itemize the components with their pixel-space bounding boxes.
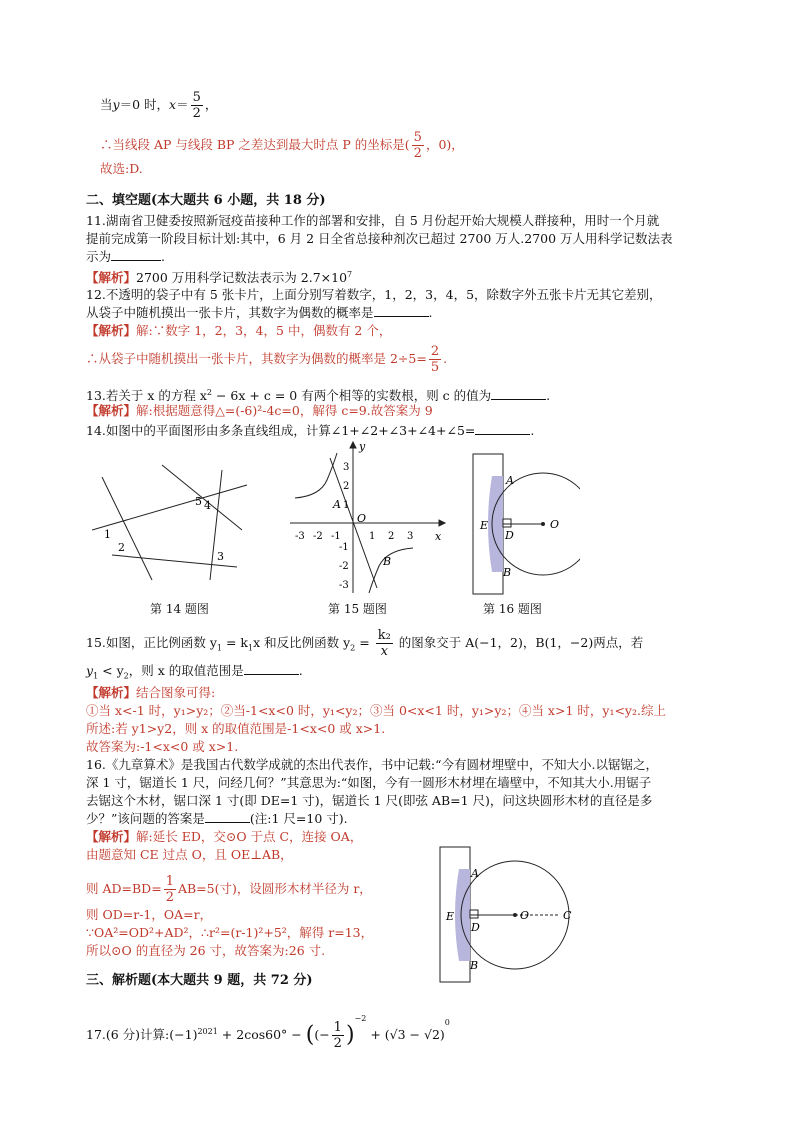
q16-answer5: ∵OA²=OD²+AD²，∴r²=(r-1)²+5²，解得 r=13， [86,925,374,940]
fig16b-point-o: O [520,909,530,922]
fig15-x-label: x [435,530,442,543]
fig15-point-a: A [333,498,341,511]
q15-answer3: 故答案为:-1<x<0 或 x>1. [86,739,239,754]
fig15-ytick: 3 [343,462,350,473]
fig15-ytick: -3 [339,580,349,591]
q14-line1: 14.如图中的平面图形由多条直线组成，计算∠1+∠2+∠3+∠4+∠5= . [86,423,535,438]
fig16-point-e: E [480,519,489,532]
fig15-graph [285,438,455,598]
q15-answer-intro: 【解析】结合图象可得: [86,685,216,700]
fig14-label-1: 1 [104,528,111,541]
fig16b-point-c: C [563,909,572,922]
q15-answer1: ①当 x<-1 时，y₁>y₂；②当-1<x<0 时，y₁<y₂；③当 0<x<1 时，y₁>y₂；④当 x>1 时，y₁<y₂.综上 [86,703,666,718]
section2-title: 二、填空题(本大题共 6 小题，共 18 分) [86,193,326,208]
q16-answer3: 则 AD=BD= $\frac{1}{2}$ AB=5(寸)，设圆形木材半径为 r， [86,874,372,905]
fig15-xtick: -1 [331,531,341,542]
q11-line3: 示为 . [86,249,165,264]
q13-answer: 【解析】解:根据题意得△=(-6)²-4c=0，解得 c=9.故答案为 9 [86,403,433,418]
q11-line1: 11.湖南省卫健委按照新冠疫苗接种工作的部署和安排，自 5 月份起开始大规模人群接种，用时一个月就 [86,213,660,228]
fig16-point-a: A [506,474,514,487]
fig16-point-d: D [505,529,514,542]
fig14-label-3: 3 [217,550,224,563]
fig14-label-5: 5 [195,495,202,508]
q16-line3: 去锯这个木材，锯口深 1 寸(即 DE=1 寸)，锯道长 1 尺(即弦 AB=1 尺)，问这块圆形木材的直径是多 [86,793,653,808]
q16-line2: 深 1 寸，锯道长 1 尺，问经几何？”其意思为:“如图，今有一圆形木材埋在墙壁中，不知其大小.用锯子 [86,775,652,790]
q15-answer2: 所述:若 y1>y2，则 x 的取值范围是-1<x<0 或 x>1. [86,721,386,736]
fig15-xtick: -2 [313,531,323,542]
fig15-caption: 第 15 题图 [328,602,387,616]
fig16b-point-b: B [470,959,479,972]
line-choose: 故选:D. [100,161,143,176]
fig14-label-2: 2 [118,541,125,554]
q12-line1: 12.不透明的袋子中有 5 张卡片，上面分别写着数字，1，2，3，4，5，除数字外五张卡片无其它差别， [86,287,662,302]
fig15-origin: O [357,512,367,525]
q13-line1: 13.若关于 x 的方程 $x^2 - 6x + c = 0$ 有两个相等的实数根，则 c 的值为 . [86,388,551,404]
fig14-lines [92,455,252,595]
fig15-point-b: B [383,555,392,568]
q16-answer4: 则 OD=r-1，OA=r， [86,907,213,922]
q16-answer6: 所以⊙O 的直径为 26 寸，故答案为:26 寸. [86,943,326,958]
q16-line1: 16.《九章算术》是我国古代数学成就的杰出代表作，书中记载:“今有圆材埋壁中，不知大小.以锯锯之， [86,757,658,772]
fig16-point-o: O [550,518,560,531]
q11-answer: 【解析】2700 万用科学记数法表示为 $2.7\times 10^7$ [86,270,353,286]
line-when-y0: 当y＝0 时，x＝ $\frac{5}{2}$ ， [100,90,218,121]
q11-line2: 提前完成第一阶段目标计划:其中，6 月 2 日全省总接种剂次已超过 2700 万人.2700 万人用科学记数法表 [86,231,673,246]
fig14-label-4: 4 [204,499,211,512]
q12-answer2: ∴从袋子中随机摸出一张卡片，其数字为偶数的概率是 2÷5= $\frac{2}{5}$ . [86,344,448,375]
fig16b-diagram [435,845,585,985]
fig15-ytick: 2 [343,481,350,492]
fig16-diagram [470,452,580,597]
fig15-ytick: -2 [339,561,349,572]
q16-answer1: 【解析】解:延长 ED，交⊙O 于点 C，连接 OA， [86,829,363,844]
fig15-y-label: y [359,440,366,453]
fig16-point-b: B [503,566,512,579]
fig16b-point-d: D [471,921,480,934]
fig16b-point-a: A [471,867,479,880]
q17-line: 17.(6 分)计算$:(-1)^{2021} + 2\cos 60^\circ$ − ((− $\frac{1}{2}$ )$^{-2} + (√3 - √2)^0$ [86,1014,450,1051]
fig16-caption: 第 16 题图 [483,602,542,616]
fig15-xtick: 2 [388,531,395,542]
fig14-caption: 第 14 题图 [150,602,209,616]
fig16b-point-e: E [446,910,455,923]
fig15-xtick: -3 [295,531,305,542]
line-max-point: ∴当线段 AP 与线段 BP 之差达到最大时点 P 的坐标是( $\frac{5}{2}$ ，0)， [100,130,464,161]
q16-line4: 少？”该问题的答案是 (注:1 尺=10 寸). [86,811,348,826]
q15-line2: $y_1 < y_2$，则 x 的取值范围是 . [86,663,303,681]
fig15-ytick: -1 [339,542,349,553]
q15-line1: 15.如图，正比例函数 $y_1 = k_1x$ 和反比例函数 $y_2$ = $\frac{\text{k₂}}{x}$ 的图象交于 A(−1，2)，B(1，−2)两点，若 [86,628,644,659]
fig15-xtick: 1 [369,531,376,542]
section3-title: 三、解析题(本大题共 9 题，共 72 分) [86,973,313,988]
q16-answer2: 由题意知 CE 过点 O，且 OE⊥AB， [86,847,293,862]
fig15-ytick: 1 [343,500,350,511]
fig15-xtick: 3 [407,531,414,542]
q12-answer1: 【解析】解:∵数字 1，2，3，4，5 中，偶数有 2 个， [86,323,392,338]
q12-line2: 从袋子中随机摸出一张卡片，其数字为偶数的概率是 . [86,305,433,320]
